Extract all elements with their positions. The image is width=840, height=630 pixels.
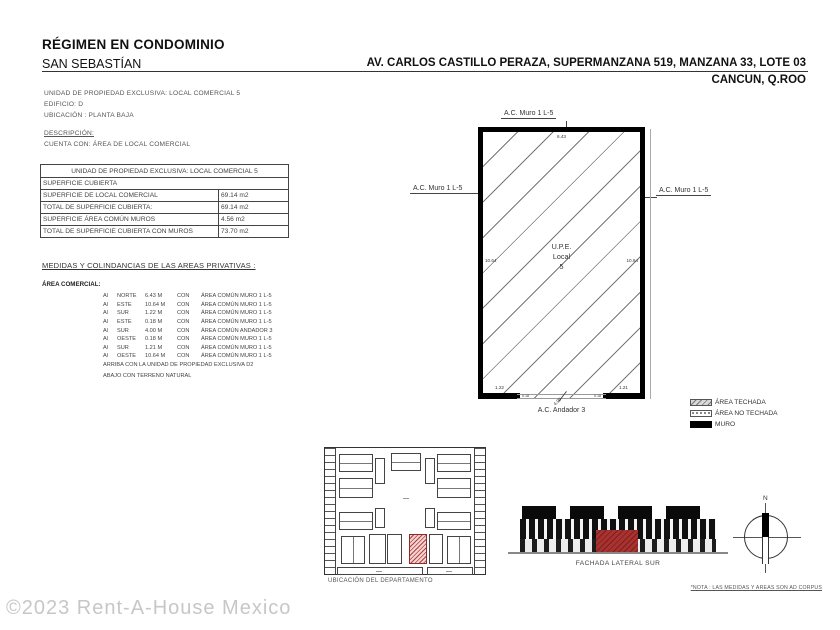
col-dir: SUR <box>117 344 129 351</box>
col-con: CON <box>177 310 190 317</box>
unit-info-line: UNIDAD DE PROPIEDAD EXCLUSIVA: LOCAL COMERCIAL 5 <box>44 90 241 97</box>
compass-needle-north <box>762 513 769 537</box>
colindancia-row <box>103 292 272 301</box>
mini-room <box>339 454 373 472</box>
upe-label <box>483 242 640 272</box>
colindancia-row <box>103 318 272 327</box>
col-con: CON <box>177 301 190 308</box>
colindancia-row <box>103 326 273 335</box>
compass-north-label: N <box>763 495 768 502</box>
col-colindancia: ÁREA COMÚN MURO 1 L-5 <box>201 310 272 317</box>
project-name: SAN SEBASTÍAN <box>42 57 142 71</box>
upe-line3: 5 <box>559 262 564 271</box>
col-al: Al <box>103 327 108 334</box>
plan-label-muro-top <box>501 110 556 119</box>
ad-corpus-note: *NOTA : LAS MEDIDAS Y AREAS SON AD CORPUS <box>690 585 822 591</box>
table-row-value: 69.14 m2 <box>218 202 288 213</box>
andador-strip <box>427 567 473 575</box>
col-dir: SUR <box>117 310 129 317</box>
elevation-caption: FACHADA LATERAL SUR <box>575 560 661 567</box>
mini-room <box>341 536 365 564</box>
colindancia-row <box>103 335 272 344</box>
facade-highlighted-local5 <box>596 530 638 552</box>
mini-room <box>387 534 402 564</box>
col-measure: 1.22 M <box>145 310 163 317</box>
compass-needle-south <box>762 537 769 564</box>
facade-roof-block <box>570 506 604 519</box>
col-measure: 0.18 M <box>145 319 163 326</box>
col-measure: 1.21 M <box>145 344 163 351</box>
legend-item-area-techada <box>690 399 766 406</box>
col-al: Al <box>103 353 108 360</box>
table-row-label: TOTAL DE SUPERFICIE CUBIERTA CON MUROS <box>43 228 193 235</box>
south-facade-elevation <box>508 500 728 562</box>
highlighted-local5-unit <box>409 534 427 564</box>
table-header: UNIDAD DE PROPIEDAD EXCLUSIVA: LOCAL COMERCIAL 5 <box>71 167 258 175</box>
plan-label-muro-top-text: A.C. Muro 1 L-5 <box>504 110 554 117</box>
plan-label-muro-left <box>410 185 478 194</box>
col-dir: OESTE <box>117 336 136 343</box>
building-info-line: EDIFICIO: D <box>44 101 84 108</box>
dimension-offset-line <box>650 129 651 399</box>
dim-south-left: 1.22 <box>495 385 504 390</box>
col-dir: NORTE <box>117 293 137 300</box>
mini-room <box>437 512 471 530</box>
col-al: Al <box>103 336 108 343</box>
col-con: CON <box>177 344 190 351</box>
dim-jamb-left: 0.18 <box>522 394 529 398</box>
descripcion-label: DESCRIPCIÓN: <box>44 130 95 137</box>
col-measure: 4.00 M <box>145 327 163 334</box>
col-colindancia: ÁREA COMÚN MURO 1 L-5 <box>201 301 272 308</box>
table-header-row <box>41 165 288 177</box>
col-colindancia: ÁREA COMÚN ANDADOR 3 <box>201 327 273 334</box>
courtyard-mark <box>403 498 409 499</box>
mini-room <box>375 458 385 484</box>
col-measure: 0.18 M <box>145 336 163 343</box>
mini-room <box>429 534 443 564</box>
facade-roof-block <box>618 506 652 519</box>
room-ticks-left <box>325 448 336 574</box>
mini-plan-caption: UBICACIÓN DEL DEPARTAMENTO <box>328 578 433 584</box>
table-row <box>41 201 288 213</box>
col-dir: SUR <box>117 327 129 334</box>
descripcion-value: CUENTA CON: ÁREA DE LOCAL COMERCIAL <box>44 141 191 148</box>
col-measure: 6.43 M <box>145 293 163 300</box>
solid-swatch-icon <box>690 421 712 428</box>
mini-room <box>425 458 435 484</box>
upe-line2: Local <box>552 252 571 261</box>
leader-line-right <box>645 197 657 198</box>
table-row <box>41 189 288 201</box>
table-row-value: 4.56 m2 <box>218 214 288 225</box>
col-con: CON <box>177 336 190 343</box>
mini-room <box>339 512 373 530</box>
medidas-title: MEDIDAS Y COLINDANCIAS DE LAS AREAS PRIVATIVAS : <box>42 261 256 270</box>
dim-north: 6.43 <box>557 134 566 139</box>
plan-label-andador: A.C. Andador 3 <box>537 407 586 414</box>
mini-room-top-center <box>391 453 421 471</box>
col-colindancia: ÁREA COMÚN MURO 1 L-5 <box>201 319 272 326</box>
col-colindancia: ÁREA COMÚN MURO 1 L-5 <box>201 353 272 360</box>
table-row <box>41 213 288 225</box>
property-address-line2: CANCUN, Q.ROO <box>711 74 806 86</box>
plan-label-muro-right-text: A.C. Muro 1 L-5 <box>659 187 709 194</box>
mini-room <box>339 478 373 498</box>
local5-floor-plan <box>478 127 645 399</box>
col-dir: OESTE <box>117 353 136 360</box>
dim-south-right: 1.21 <box>619 385 628 390</box>
plan-label-muro-left-text: A.C. Muro 1 L-5 <box>413 185 463 192</box>
col-al: Al <box>103 319 108 326</box>
legend-label: MURO <box>715 421 736 428</box>
dotted-swatch-icon <box>690 410 712 417</box>
muro-bottom-right <box>603 393 640 399</box>
colindancia-row <box>103 301 272 310</box>
legend-label: ÁREA NO TECHADA <box>715 410 778 417</box>
col-al: Al <box>103 301 108 308</box>
dim-west: 10.64 <box>485 258 497 263</box>
mini-room <box>375 508 385 528</box>
legend-label: ÁREA TECHADA <box>715 399 766 406</box>
header-underline <box>42 71 808 72</box>
ground-line <box>508 552 728 554</box>
legend-item-area-no-techada <box>690 410 778 417</box>
col-con: CON <box>177 327 190 334</box>
colindancia-arriba: ARRIBA CON LA UNIDAD DE PROPIEDAD EXCLUSIVA D2 <box>103 362 254 368</box>
table-row-label: SUPERFICIE ÁREA COMÚN MUROS <box>43 216 156 223</box>
table-row-label: TOTAL DE SUPERFICIE CUBIERTA: <box>43 204 153 211</box>
mini-room <box>369 534 386 564</box>
col-colindancia: ÁREA COMÚN MURO 1 L-5 <box>201 336 272 343</box>
table-section-row <box>41 177 288 189</box>
surface-table <box>40 164 289 238</box>
location-info-line: UBICACIÓN : PLANTA BAJA <box>44 112 134 119</box>
mini-room <box>437 478 471 498</box>
dim-east: 10.64 <box>626 258 638 263</box>
mini-room <box>437 454 471 472</box>
area-comercial-label: ÁREA COMERCIAL: <box>42 281 101 288</box>
table-row-label: SUPERFICIE DE LOCAL COMERCIAL <box>43 192 158 199</box>
plan-label-muro-right <box>656 187 711 196</box>
colindancia-row <box>103 344 272 353</box>
colindancia-row <box>103 352 272 361</box>
dim-jamb-right: 0.18 <box>594 394 601 398</box>
col-dir: ESTE <box>117 301 132 308</box>
colindancia-abajo: ABAJO CON TERRENO NATURAL <box>103 373 192 379</box>
col-al: Al <box>103 344 108 351</box>
table-row-value: 69.14 m2 <box>218 190 288 201</box>
table-row-value: 73.70 m2 <box>218 226 288 237</box>
facade-roof-block <box>522 506 556 519</box>
dim-south-center: 4.00 <box>552 396 563 407</box>
col-al: Al <box>103 293 108 300</box>
facade-roof-block <box>666 506 700 519</box>
document-title: RÉGIMEN EN CONDOMINIO <box>42 37 225 52</box>
col-colindancia: ÁREA COMÚN MURO 1 L-5 <box>201 293 272 300</box>
table-section-label: SUPERFICIE CUBIERTA <box>43 180 118 187</box>
hatched-swatch-icon <box>690 399 712 406</box>
col-measure: 10.64 M <box>145 353 166 360</box>
property-address-line1: AV. CARLOS CASTILLO PERAZA, SUPERMANZANA 519, MANZANA 33, LOTE 03 <box>366 57 806 69</box>
legend-item-muro <box>690 421 735 428</box>
col-con: CON <box>177 319 190 326</box>
upe-line1: U.P.E. <box>551 242 572 251</box>
muro-bottom-left <box>483 393 520 399</box>
colindancia-row <box>103 309 272 318</box>
col-measure: 10.64 M <box>145 301 166 308</box>
mini-room <box>425 508 435 528</box>
col-colindancia: ÁREA COMÚN MURO 1 L-5 <box>201 344 272 351</box>
building-location-plan <box>324 447 486 575</box>
col-dir: ESTE <box>117 319 132 326</box>
table-row <box>41 225 288 237</box>
andador-strip <box>337 567 423 575</box>
watermark: ©2023 Rent-A-House Mexico <box>6 597 292 619</box>
col-con: CON <box>177 293 190 300</box>
col-al: Al <box>103 310 108 317</box>
mini-room <box>447 536 471 564</box>
col-con: CON <box>177 353 190 360</box>
room-ticks-right <box>474 448 485 574</box>
